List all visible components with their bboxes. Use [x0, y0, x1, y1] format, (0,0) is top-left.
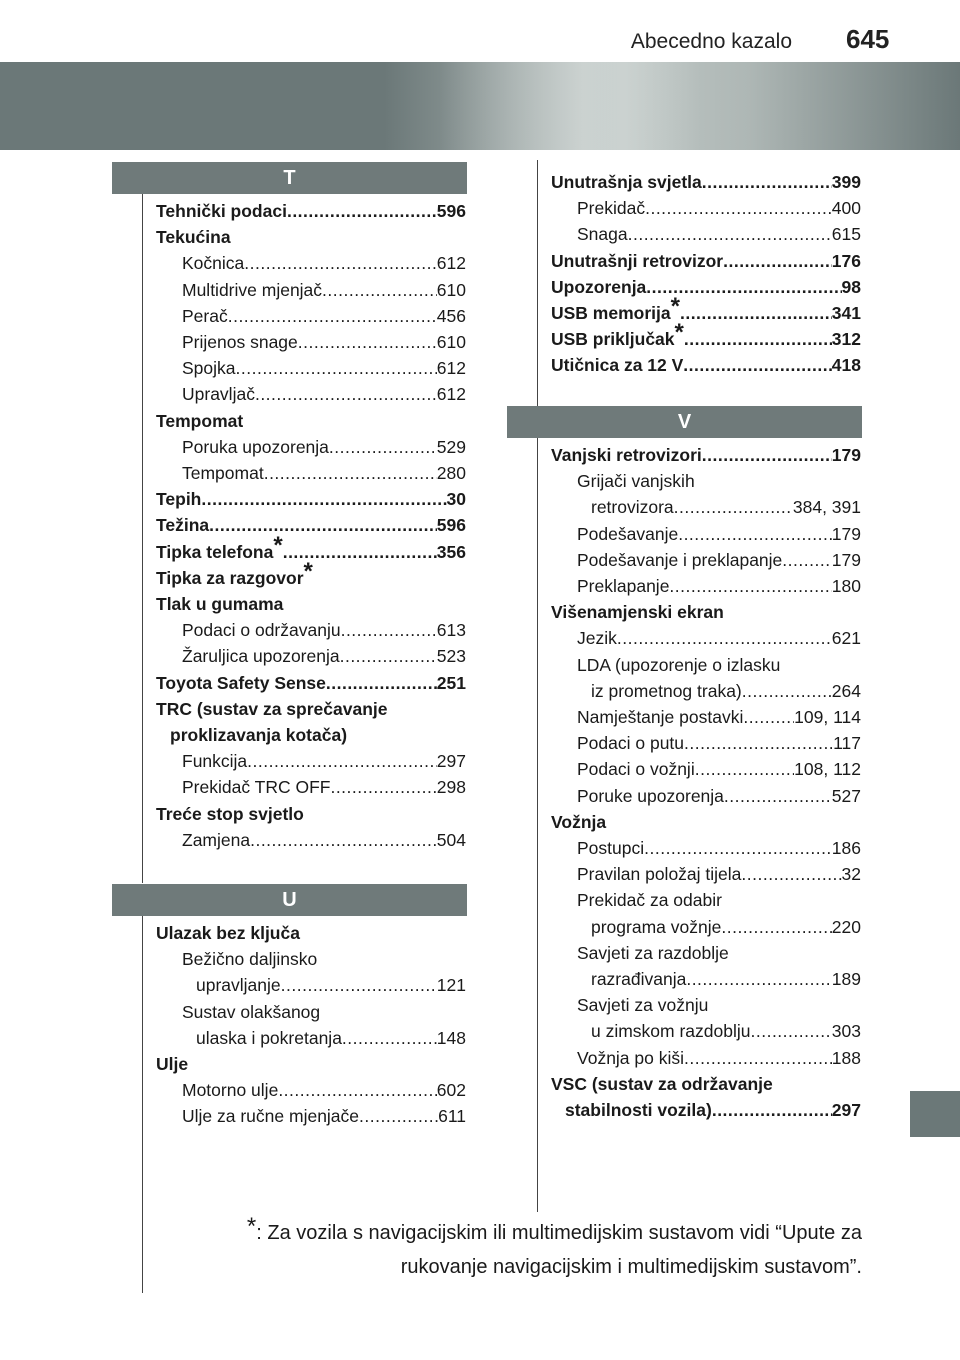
index-entry: [577, 521, 861, 547]
entry-label: Poruka upozorenja: [182, 436, 329, 457]
entry-page: 615: [831, 224, 861, 245]
index-entry: [577, 835, 861, 861]
section-title: Abecedno kazalo: [630, 30, 792, 53]
entry-label: VSC (sustav za održavanje: [551, 1073, 773, 1094]
index-entry: [577, 1045, 861, 1071]
dot-leader: [342, 1025, 437, 1051]
dot-leader: [340, 643, 437, 669]
entry-page: 179: [831, 549, 861, 570]
entry-label: Podešavanje: [577, 523, 679, 544]
index-entry: [156, 670, 466, 696]
entry-label: programa vožnje: [591, 916, 722, 937]
entry-page: 400: [831, 198, 861, 219]
entry-label: Treće stop svjetlo: [156, 803, 304, 824]
entry-label: Jezik: [577, 628, 617, 649]
index-entry: [565, 1097, 861, 1123]
index-entry: [182, 460, 466, 486]
index-entry: [551, 248, 861, 274]
index-entry: [182, 946, 317, 972]
entry-label: Zamjena: [182, 829, 251, 850]
entry-label: Unutrašnji retrovizor: [551, 250, 724, 271]
index-entry: [577, 573, 861, 599]
entry-page: 611: [438, 1106, 466, 1127]
index-entry: [551, 1071, 773, 1097]
entry-page: 523: [436, 646, 466, 667]
index-entry: [577, 783, 861, 809]
index-entry: [196, 1025, 466, 1051]
entry-label: Namještanje postavki: [577, 707, 744, 727]
entry-page: 186: [831, 838, 861, 858]
index-entry: [182, 774, 466, 800]
index-entry: [182, 1077, 466, 1103]
entry-label: Prekidač za odabir: [577, 890, 722, 911]
entry-label: Motorno ulje: [182, 1080, 279, 1101]
left-column-rule-lower: [142, 916, 143, 1293]
dot-leader: [742, 678, 832, 704]
entry-page: 176: [831, 250, 861, 271]
entry-page: 297: [831, 1100, 861, 1120]
dot-leader: [228, 303, 437, 329]
entry-label: Perač: [182, 305, 228, 326]
index-entry: [577, 756, 861, 782]
left-column-rule: [142, 193, 143, 883]
index-entry: [182, 355, 466, 381]
dot-leader: [674, 494, 793, 520]
index-entry: [577, 940, 729, 966]
dot-leader: [741, 861, 841, 887]
dot-leader: [359, 1103, 438, 1129]
index-entry: [551, 293, 861, 326]
index-entry: [156, 198, 466, 224]
index-entry: [577, 195, 861, 221]
entry-page: 384, 391: [792, 497, 861, 518]
entry-label: Vožnja: [551, 811, 607, 832]
entry-page: 264: [831, 680, 861, 701]
dot-leader: [743, 704, 794, 730]
footnote-marker: *: [246, 1213, 257, 1240]
index-entry: [156, 696, 388, 722]
footnote-star: *: [273, 531, 283, 559]
entry-page: 529: [436, 436, 466, 457]
entry-label: Postupci: [577, 838, 645, 858]
dot-leader: [255, 381, 437, 407]
entry-page: 179: [831, 445, 861, 465]
entry-page: 298: [436, 777, 466, 798]
page-header: [0, 0, 960, 62]
entry-label: TRC (sustav za sprečavanje: [156, 698, 388, 719]
entry-label: Utičnica za 12 V: [551, 355, 684, 376]
entry-page: 504: [436, 829, 466, 850]
entry-label: Podaci o putu: [577, 733, 685, 754]
entry-label: Prijenos snage: [182, 332, 298, 352]
entry-label: Bežično daljinsko: [182, 949, 318, 970]
entry-page: 121: [436, 975, 466, 996]
entry-page: 602: [436, 1080, 466, 1101]
dot-leader: [712, 1097, 832, 1123]
entry-page: 117: [833, 733, 861, 754]
entry-label: Tekućina: [156, 227, 231, 248]
dot-leader: [680, 300, 832, 326]
entry-label: ulaska i pokretanja: [196, 1027, 342, 1048]
entry-page: 297: [436, 751, 466, 772]
entry-label: Preklapanje: [577, 576, 670, 596]
entry-label: Ulje za ručne mjenjače: [182, 1106, 360, 1127]
index-entry: [551, 274, 861, 300]
index-entry: [182, 1103, 466, 1129]
index-entry: [196, 972, 466, 998]
entry-label: razrađivanja: [591, 969, 687, 989]
dot-leader: [684, 326, 832, 352]
dot-leader: [209, 512, 437, 538]
entry-page: 613: [436, 620, 466, 641]
dot-leader: [329, 434, 437, 460]
dot-leader: [341, 617, 437, 643]
entry-page: 109, 114: [794, 707, 861, 727]
dot-leader: [702, 442, 832, 468]
dot-leader: [645, 195, 832, 221]
entry-label: Toyota Safety Sense: [156, 672, 326, 693]
dot-leader: [617, 625, 832, 651]
dot-leader: [686, 966, 831, 992]
dot-leader: [264, 460, 437, 486]
entry-label: Funkcija: [182, 751, 248, 772]
entry-page: 148: [436, 1027, 466, 1048]
dot-leader: [278, 1077, 436, 1103]
entry-page: 98: [841, 276, 861, 297]
footnote-line-2: rukovanje navigacijskim i multimedijskim sustavom”.: [400, 1256, 862, 1278]
entry-label: Pravilan položaj tijela: [577, 864, 742, 885]
index-entry: [182, 303, 466, 329]
index-entry: [577, 704, 861, 730]
entry-label: Žaruljica upozorenja: [182, 646, 340, 667]
index-entry: [156, 557, 313, 591]
index-entry: [551, 599, 724, 625]
entry-label: Grijači vanjskih: [577, 471, 695, 492]
index-entry: [577, 221, 861, 247]
index-entry: [156, 224, 231, 250]
index-entry: [182, 617, 466, 643]
entry-page: 621: [831, 628, 861, 649]
dot-leader: [287, 198, 437, 224]
index-entry: [551, 442, 861, 468]
dot-leader: [751, 1018, 832, 1044]
entry-page: 612: [436, 253, 466, 274]
index-entry: [591, 966, 861, 992]
index-entry: [156, 1051, 188, 1077]
entry-page: 189: [831, 969, 861, 989]
entry-label: Tipka telefona*: [156, 531, 283, 562]
footnote-line-1: [246, 1213, 862, 1245]
entry-label: Prekidač: [577, 198, 646, 219]
index-entry: [170, 722, 347, 748]
dot-leader: [628, 221, 832, 247]
index-entry: [591, 914, 861, 940]
entry-label: retrovizora: [591, 497, 674, 518]
entry-label: Upozorenja: [551, 276, 647, 297]
entry-label: USB memorija*: [551, 293, 680, 323]
entry-label: Tempomat: [156, 410, 244, 431]
dot-leader: [644, 835, 832, 861]
entry-label: Spojka: [182, 358, 236, 379]
entry-label: Ulazak bez ključa: [156, 923, 300, 943]
entry-label: Podaci o vožnji: [577, 759, 695, 780]
entry-label: proklizavanja kotača): [170, 725, 348, 745]
index-entry: [156, 486, 466, 512]
index-entry: [577, 468, 695, 494]
entry-label: Savjeti za razdoblje: [577, 942, 729, 963]
index-entry: [577, 625, 861, 651]
index-entry: [182, 329, 466, 355]
entry-label: stabilnosti vozila): [565, 1100, 712, 1120]
letter-header-u: U: [112, 884, 467, 916]
index-entry: [551, 809, 606, 835]
entry-page: 280: [436, 463, 466, 483]
entry-label: Poruke upozorenja: [577, 785, 724, 806]
index-entry: [156, 920, 300, 946]
index-entry: [577, 730, 861, 756]
entry-label: Tepih: [156, 489, 202, 510]
index-entry: [182, 381, 466, 407]
index-entry: [577, 887, 722, 913]
dot-leader: [669, 573, 831, 599]
index-entry: [577, 861, 861, 887]
dot-leader: [326, 670, 437, 696]
banner-highlight: [440, 62, 700, 150]
entry-page: 251: [436, 672, 466, 693]
entry-label: Snaga: [577, 224, 628, 245]
entry-label: Multidrive mjenjač: [182, 279, 323, 300]
dot-leader: [247, 748, 437, 774]
chapter-thumb-tab: [910, 1091, 960, 1137]
entry-label: Unutrašnja svjetla: [551, 172, 702, 192]
entry-label: iz prometnog traka): [591, 680, 742, 701]
index-entry: [182, 643, 466, 669]
index-entry: [156, 512, 466, 538]
index-entry: [182, 250, 466, 276]
entry-page: 612: [436, 358, 466, 379]
dot-leader: [684, 730, 833, 756]
entry-page: 108, 112: [794, 759, 861, 780]
entry-page: 30: [446, 489, 466, 510]
page-number: 645: [846, 24, 890, 54]
entry-label: Ulje: [156, 1054, 189, 1074]
dot-leader: [201, 486, 446, 512]
entry-page: 596: [436, 515, 466, 536]
entry-label: USB priključak*: [551, 319, 684, 350]
index-entry: [577, 547, 861, 573]
index-entry: [591, 494, 861, 520]
entry-page: 188: [831, 1047, 861, 1068]
letter-header-t: T: [112, 162, 467, 194]
entry-label: Vožnja po kiši: [577, 1047, 685, 1068]
entry-page: 312: [831, 329, 861, 350]
entry-page: 399: [831, 172, 861, 192]
entry-label: LDA (upozorenje o izlasku: [577, 654, 781, 675]
entry-label: u zimskom razdoblju: [591, 1021, 751, 1042]
dot-leader: [724, 783, 832, 809]
entry-page: 341: [831, 303, 861, 323]
entry-label: Podaci o održavanju: [182, 620, 341, 641]
index-entry: [182, 827, 466, 853]
entry-page: 356: [436, 541, 466, 562]
entry-label: Vanjski retrovizori: [551, 445, 702, 465]
dot-leader: [721, 914, 831, 940]
entry-label: Podešavanje i preklapanje: [577, 549, 783, 570]
entry-page: 32: [841, 864, 861, 885]
index-entry: [182, 277, 466, 303]
dot-leader: [298, 329, 437, 355]
dot-leader: [250, 827, 437, 853]
entry-label: Savjeti za vožnju: [577, 995, 709, 1016]
dot-leader: [236, 355, 437, 381]
index-entry: [551, 169, 861, 195]
index-entry: [591, 678, 861, 704]
index-entry: [156, 591, 283, 617]
entry-page: 180: [831, 576, 861, 596]
dot-leader: [244, 250, 437, 276]
entry-page: 596: [436, 201, 466, 221]
entry-label: Upravljač: [182, 384, 255, 405]
entry-label: Prekidač TRC OFF: [182, 777, 331, 798]
dot-leader: [702, 169, 832, 195]
footnote-star: *: [670, 293, 680, 320]
footnote-star: *: [303, 557, 313, 585]
index-entry: [156, 801, 304, 827]
footnote-star: *: [674, 319, 684, 347]
entry-label: Tempomat: [182, 463, 264, 483]
dot-leader: [281, 972, 437, 998]
dot-leader: [330, 774, 436, 800]
entry-page: 527: [831, 785, 861, 806]
entry-page: 179: [831, 523, 861, 544]
index-entry: [182, 748, 466, 774]
index-entry: [182, 999, 320, 1025]
entry-page: 303: [831, 1021, 861, 1042]
letter-header-v: V: [507, 406, 862, 438]
entry-label: Tlak u gumama: [156, 594, 284, 614]
entry-label: Sustav olakšanog: [182, 1001, 321, 1022]
dot-leader: [782, 547, 832, 573]
index-entry: [591, 1018, 861, 1044]
entry-label: Kočnica: [182, 253, 245, 274]
index-entry: [551, 319, 861, 352]
entry-page: 456: [436, 305, 466, 326]
index-entry: [577, 652, 780, 678]
dot-leader: [684, 1045, 832, 1071]
index-entry: [551, 352, 861, 378]
index-entry: [577, 992, 708, 1018]
entry-page: 612: [436, 384, 466, 405]
entry-label: upravljanje: [196, 975, 281, 996]
entry-page: 610: [436, 279, 466, 300]
entry-label: Tehnički podaci: [156, 201, 287, 221]
dot-leader: [683, 352, 832, 378]
dot-leader: [723, 248, 832, 274]
dot-leader: [322, 277, 437, 303]
entry-label: Višenamjenski ekran: [551, 602, 724, 623]
index-entry: [182, 434, 466, 460]
dot-leader: [678, 521, 832, 547]
entry-page: 610: [436, 332, 466, 352]
entry-page: 220: [831, 916, 861, 937]
entry-page: 418: [831, 355, 861, 376]
dot-leader: [695, 756, 794, 782]
center-column-rule: [537, 160, 538, 1212]
footnote-text-1: : Za vozila s navigacijskim ili multimedijskim sustavom vidi “Upute za: [256, 1222, 862, 1244]
entry-label: Težina: [156, 515, 210, 536]
entry-label: Tipka za razgovor: [156, 567, 304, 588]
index-entry: [156, 408, 243, 434]
